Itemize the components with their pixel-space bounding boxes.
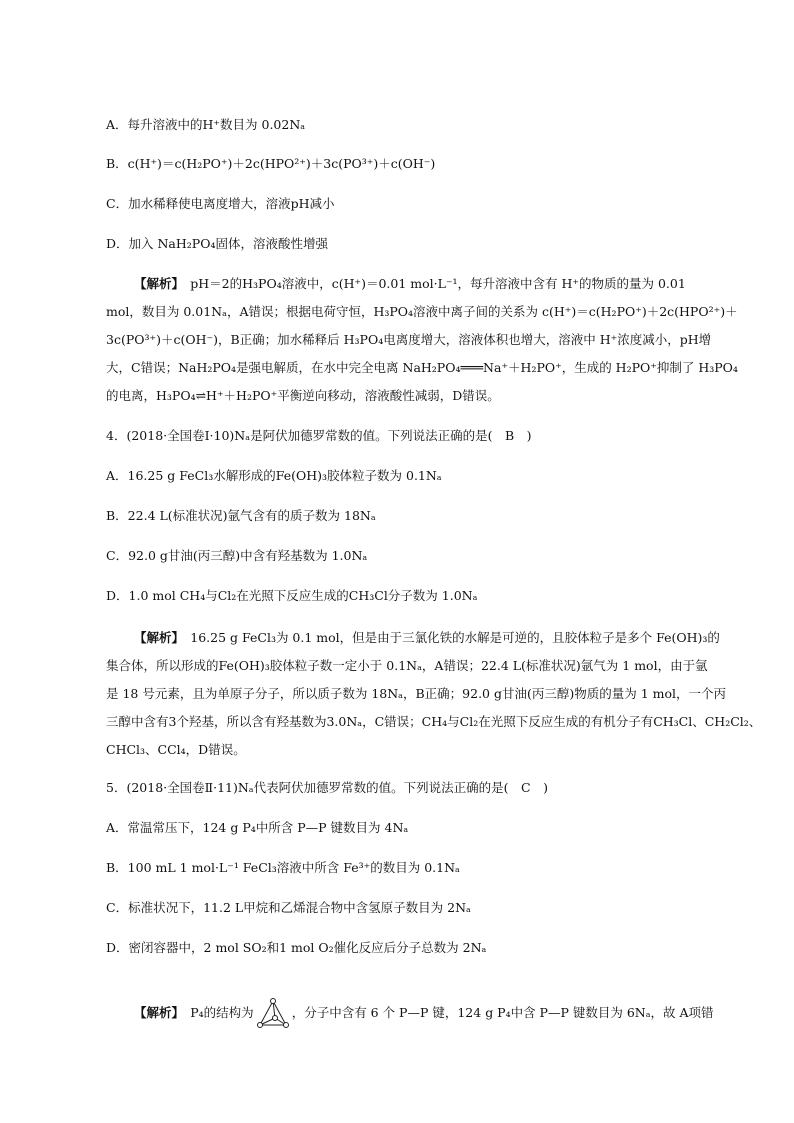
q3-option-a: A．每升溶液中的H⁺数目为 0.02Nₐ — [106, 117, 306, 132]
analysis-line: 16.25 g FeCl₃为 0.1 mol，但是由于三氯化铁的水解是可逆的，且胶体粒子是多个 Fe(OH)₃的 — [177, 630, 720, 645]
q4-stem: 4．(2018·全国卷Ⅰ·10)Nₐ是阿伏加德罗常数的值。下列说法正确的是( B ) — [106, 428, 532, 443]
q5-stem: 5．(2018·全国卷Ⅱ·11)Nₐ代表阿伏加德罗常数的值。下列说法正确的是( C ) — [106, 780, 548, 795]
analysis-line: CHCl₃、CCl₄，D错误。 — [106, 742, 246, 757]
analysis-line: pH＝2的H₃PO₄溶液中，c(H⁺)＝0.01 mol·L⁻¹，每升溶液中含有 H⁺的物质的量为 0.01 — [177, 276, 686, 291]
analysis-tag: 【解析】 — [134, 1005, 178, 1020]
q4-option-d: D．1.0 mol CH₄与Cl₂在光照下反应生成的CH₃Cl分子数为 1.0Nₐ — [106, 588, 478, 603]
q5-option-a: A．常温常压下，124 g P₄中所含 P—P 键数目为 4Nₐ — [106, 820, 409, 835]
analysis-tag: 【解析】 — [134, 276, 178, 291]
analysis-text-after: ，分子中含有 6 个 P—P 键，124 g P₄中含 P—P 键数目为 6Nₐ，故 A项错 — [291, 1005, 714, 1020]
analysis-tag: 【解析】 — [134, 630, 178, 645]
q3-option-c: C．加水稀释使电离度增大，溶液pH减小 — [106, 196, 335, 211]
q4-option-a: A．16.25 g FeCl₃水解形成的Fe(OH)₃胶体粒子数为 0.1Nₐ — [106, 468, 442, 483]
analysis-line: 是 18 号元素，且为单原子分子，所以质子数为 18Nₐ，B正确；92.0 g甘油(丙三醇)物质的量为 1 mol，一个丙 — [106, 686, 727, 701]
q5-option-b: B．100 mL 1 mol·L⁻¹ FeCl₃溶液中所含 Fe³⁺的数目为 0.1Nₐ — [106, 860, 460, 875]
analysis-text-before: P₄的结构为 — [177, 1005, 254, 1020]
analysis-line: 大，C错误；NaH₂PO₄是强电解质，在水中完全电离 NaH₂PO₄═══Na⁺＋H₂PO⁺，生成的 H₂PO⁺抑制了 H₃PO₄ — [106, 360, 738, 375]
q3-option-b: B．c(H⁺)＝c(H₂PO⁺)＋2c(HPO²⁺)＋3c(PO³⁺)＋c(OH⁻) — [106, 156, 436, 171]
analysis-line: 3c(PO³⁺)＋c(OH⁻)，B正确；加水稀释后 H₃PO₄电离度增大，溶液体积也增大，溶液中 H⁺浓度减小，pH增 — [106, 332, 712, 347]
q4-option-c: C．92.0 g甘油(丙三醇)中含有羟基数为 1.0Nₐ — [106, 548, 368, 563]
q4-option-b: B．22.4 L(标准状况)氩气含有的质子数为 18Nₐ — [106, 508, 376, 523]
q5-analysis — [134, 996, 714, 1031]
q4-analysis — [106, 624, 762, 764]
q3-option-d: D．加入 NaH₂PO₄固体，溶液酸性增强 — [106, 236, 328, 251]
analysis-line: 三醇中含有3个羟基，所以含有羟基数为3.0Nₐ，C错误；CH₄与Cl₂在光照下反应生成的有机分子有CH₃Cl、CH₂Cl₂、 — [106, 714, 762, 729]
q5-option-d: D．密闭容器中，2 mol SO₂和1 mol O₂催化反应后分子总数为 2Nₐ — [106, 940, 487, 955]
q3-analysis — [106, 270, 738, 410]
analysis-line: mol，数目为 0.01Nₐ，A错误；根据电荷守恒，H₃PO₄溶液中离子间的关系为 c(H⁺)＝c(H₂PO⁺)＋2c(HPO²⁺)＋ — [106, 304, 738, 319]
analysis-line: 的电离，H₃PO₄⇌H⁺＋H₂PO⁺平衡逆向移动，溶液酸性减弱，D错误。 — [106, 388, 500, 403]
q5-option-c: C．标准状况下，11.2 L甲烷和乙烯混合物中含氢原子数目为 2Nₐ — [106, 900, 471, 915]
p4-tetrahedron-structure — [256, 997, 290, 1031]
analysis-line: 集合体，所以形成的Fe(OH)₃胶体粒子数一定小于 0.1Nₐ，A错误；22.4 L(标准状况)氩气为 1 mol，由于氩 — [106, 658, 708, 673]
